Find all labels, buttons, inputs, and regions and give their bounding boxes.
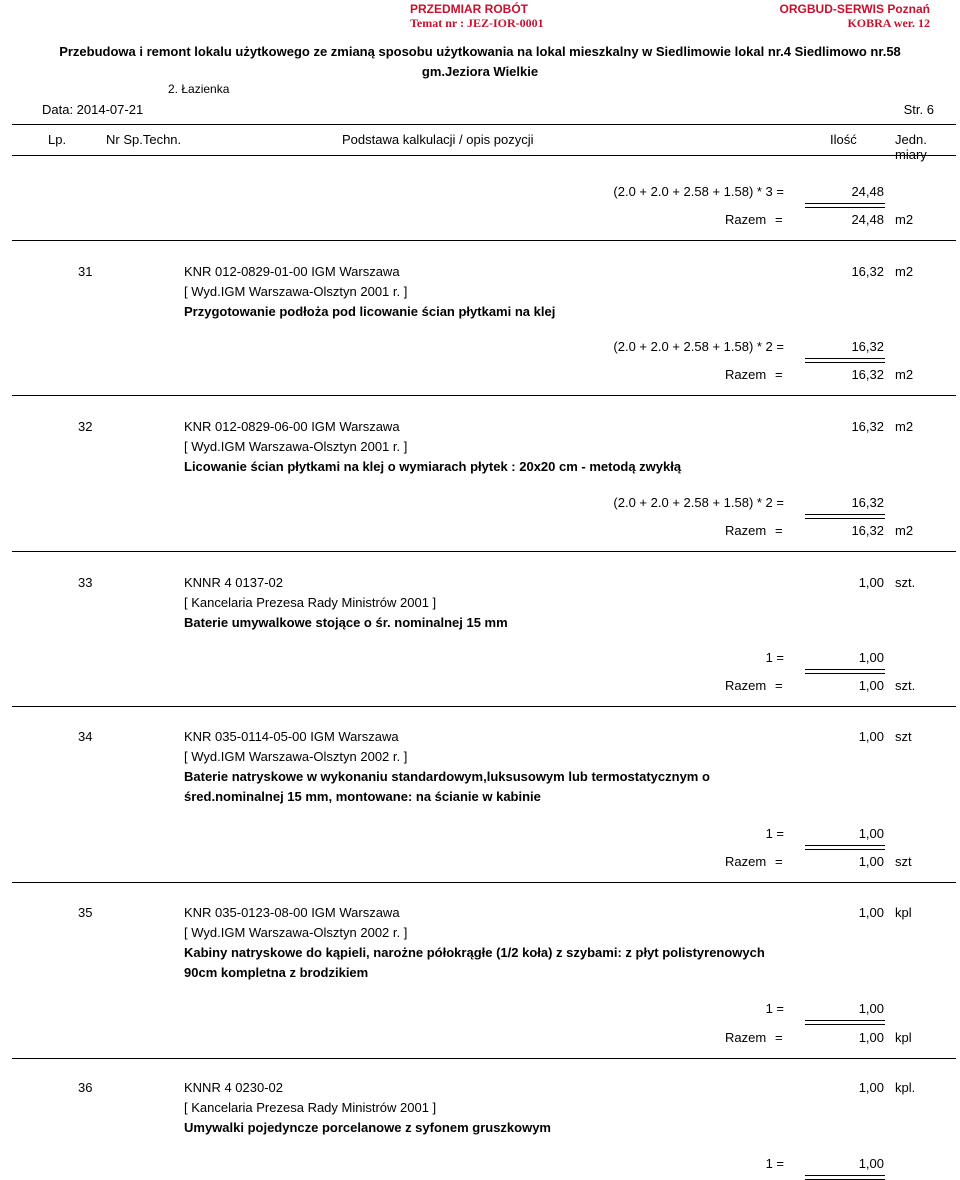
col-unit: Jedn. miary (895, 132, 927, 162)
item-qty: 16,32 (851, 264, 884, 279)
item-code: KNR 035-0123-08-00 IGM Warszawa (184, 905, 400, 920)
col-nr: Nr Sp.Techn. (106, 132, 182, 147)
item-razem-unit: szt. (895, 678, 916, 693)
item-qty: 1,00 (858, 1080, 884, 1095)
item-razem-value: 1,00 (858, 854, 884, 869)
item-code: KNR 012-0829-06-00 IGM Warszawa (184, 419, 400, 434)
item-razem-value: 1,00 (858, 1030, 884, 1045)
item-formula-value: 16,32 (851, 339, 884, 354)
item-razem-label: Razem (725, 1030, 767, 1045)
item-lp: 31 (78, 264, 93, 279)
item-razem-label: Razem (725, 854, 767, 869)
item-lp: 34 (78, 729, 93, 744)
item-source: [ Wyd.IGM Warszawa-Olsztyn 2001 r. ] (184, 439, 408, 454)
item-lp: 32 (78, 419, 93, 434)
item-lp: 35 (78, 905, 93, 920)
item-razem-label: Razem (725, 678, 767, 693)
item-formula: 1 = (765, 650, 784, 665)
item-qty: 1,00 (858, 729, 884, 744)
item-razem-eq: = (775, 854, 783, 869)
item-lp: 36 (78, 1080, 93, 1095)
project-title-line2: gm.Jeziora Wielkie (421, 64, 539, 79)
item-code: KNNR 4 0230-02 (184, 1080, 283, 1095)
item-code: KNR 035-0114-05-00 IGM Warszawa (184, 729, 399, 744)
double-underline (805, 514, 885, 519)
double-underline (805, 845, 885, 850)
item-unit: m2 (895, 264, 914, 279)
item-description: Baterie umywalkowe stojące o śr. nominalnej 15 mm (184, 615, 508, 630)
item-formula-value: 1,00 (858, 826, 884, 841)
item-razem-eq: = (775, 523, 783, 538)
page-number: Str. 6 (903, 102, 934, 117)
row-divider (12, 551, 956, 552)
row-divider (12, 706, 956, 707)
item-razem-unit: szt (895, 854, 912, 869)
item-unit: szt. (895, 575, 916, 590)
item-qty: 1,00 (858, 905, 884, 920)
item-razem-eq: = (775, 678, 783, 693)
item-formula-value: 1,00 (858, 650, 884, 665)
item-formula: (2.0 + 2.0 + 2.58 + 1.58) * 2 = (613, 495, 784, 510)
carryover-razem-eq: = (775, 212, 783, 227)
row-divider (12, 240, 956, 241)
double-underline (805, 203, 885, 208)
project-title-line1: Przebudowa i remont lokalu użytkowego ze zmianą sposobu użytkowania na lokal mieszkalny w Siedlimowie lokal nr.4 Siedlimowo nr.58 (59, 44, 901, 59)
col-qty: Ilość (830, 132, 857, 147)
row-divider (12, 1058, 956, 1059)
item-description: Umywalki pojedyncze porcelanowe z syfonem gruszkowym (184, 1120, 551, 1135)
item-razem-value: 16,32 (851, 367, 884, 382)
item-unit: m2 (895, 419, 914, 434)
table-header (12, 124, 956, 162)
item-razem-unit: m2 (895, 523, 914, 538)
item-formula: 1 = (765, 1156, 784, 1171)
carryover-razem-unit: m2 (895, 212, 914, 227)
item-source: [ Wyd.IGM Warszawa-Olsztyn 2002 r. ] (184, 749, 408, 764)
topic-number: Temat nr : JEZ-IOR-0001 (410, 16, 544, 30)
item-code: KNR 012-0829-01-00 IGM Warszawa (184, 264, 400, 279)
item-formula: 1 = (765, 826, 784, 841)
double-underline (805, 1020, 885, 1025)
carryover-razem-value: 24,48 (851, 212, 884, 227)
document-date: Data: 2014-07-21 (42, 102, 144, 117)
item-razem-eq: = (775, 1030, 783, 1045)
item-description-cont: 90cm kompletna z brodzikiem (184, 965, 369, 980)
item-razem-value: 1,00 (858, 678, 884, 693)
item-razem-label: Razem (725, 367, 767, 382)
company-name: ORGBUD-SERWIS Poznań (779, 2, 930, 16)
item-source: [ Wyd.IGM Warszawa-Olsztyn 2002 r. ] (184, 925, 408, 940)
item-description: Licowanie ścian płytkami na klej o wymiarach płytek : 20x20 cm - metodą zwykłą (184, 459, 682, 474)
item-formula: 1 = (765, 1001, 784, 1016)
double-underline (805, 1175, 885, 1180)
item-description: Przygotowanie podłoża pod licowanie ścian płytkami na klej (184, 304, 556, 319)
carryover-razem-label: Razem (725, 212, 767, 227)
carryover-formula-value: 24,48 (851, 184, 884, 199)
row-divider (12, 882, 956, 883)
item-description: Baterie natryskowe w wykonaniu standardowym,luksusowym lub termostatycznym o (184, 769, 710, 784)
item-unit: kpl (895, 905, 912, 920)
item-formula-value: 1,00 (858, 1156, 884, 1171)
item-description: Kabiny natryskowe do kąpieli, narożne półokrągłe (1/2 koła) z szybami: z płyt polistyrenowych (184, 945, 765, 960)
col-basis: Podstawa kalkulacji / opis pozycji (342, 132, 534, 147)
item-razem-unit: kpl (895, 1030, 912, 1045)
item-formula-value: 1,00 (858, 1001, 884, 1016)
double-underline (805, 669, 885, 674)
item-formula: (2.0 + 2.0 + 2.58 + 1.58) * 2 = (613, 339, 784, 354)
carryover-formula: (2.0 + 2.0 + 2.58 + 1.58) * 3 = (613, 184, 784, 199)
item-lp: 33 (78, 575, 93, 590)
col-lp: Lp. (48, 132, 67, 147)
item-razem-label: Razem (725, 523, 767, 538)
item-source: [ Kancelaria Prezesa Rady Ministrów 2001 ] (184, 595, 437, 610)
item-qty: 1,00 (858, 575, 884, 590)
item-razem-eq: = (775, 367, 783, 382)
item-description-cont: śred.nominalnej 15 mm, montowane: na ścianie w kabinie (184, 789, 541, 804)
doc-type-title: PRZEDMIAR ROBÓT (410, 2, 528, 16)
item-qty: 16,32 (851, 419, 884, 434)
item-razem-unit: m2 (895, 367, 914, 382)
section-title: 2. Łazienka (168, 82, 230, 96)
item-razem-value: 16,32 (851, 523, 884, 538)
software-version: KOBRA wer. 12 (847, 16, 930, 30)
item-source: [ Kancelaria Prezesa Rady Ministrów 2001 ] (184, 1100, 437, 1115)
row-divider (12, 395, 956, 396)
item-unit: kpl. (895, 1080, 916, 1095)
item-formula-value: 16,32 (851, 495, 884, 510)
item-code: KNNR 4 0137-02 (184, 575, 283, 590)
double-underline (805, 358, 885, 363)
item-unit: szt (895, 729, 912, 744)
item-source: [ Wyd.IGM Warszawa-Olsztyn 2001 r. ] (184, 284, 408, 299)
